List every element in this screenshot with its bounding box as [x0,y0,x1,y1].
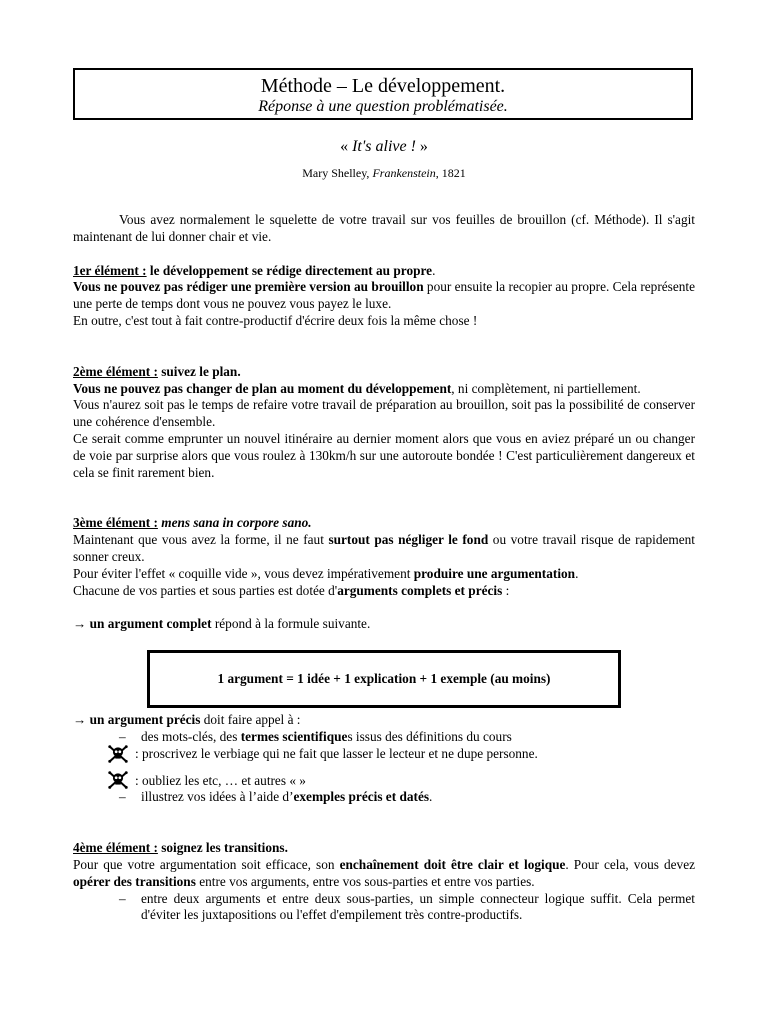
section-1-title-end: . [432,262,436,278]
section-1-label: 1er élément : [73,262,147,278]
section-2-heading [73,364,695,381]
section-2-p1-rest: , ni complètement, ni partiellement. [451,380,641,396]
s3-b3: : oubliez les etc, … et autres « » [135,772,306,788]
s3-p2-a: Pour éviter l'effet « coquille vide », vous devez impérativement [73,565,414,581]
section-4-label: 4ème élément : [73,840,158,856]
list-item [73,891,695,925]
s3-p2-b: produire une argumentation [413,565,576,581]
quote-author: Mary Shelley, [302,166,373,180]
section-1-title: le développement se rédige directement au propre [146,262,433,278]
section-1-paragraph-2: En outre, c'est tout à fait contre-productif d'écrire deux fois la même chose ! [73,312,478,328]
s3-arrow2-c: doit faire appel à : [200,712,301,728]
s3-b4-b: exemples précis et datés [293,789,430,805]
s3-p1-c: ou votre travail risque de rapidement sonner creux. [73,532,695,564]
s4-p1-c: . Pour cela, vous devez [565,856,695,872]
section-3-heading [73,515,695,532]
title-box [73,68,693,120]
quote-work: Frankenstein [372,166,436,180]
section-1-paragraph-1 [73,279,695,313]
skull-crossbones-icon [107,769,129,791]
s3-arrow1-b: un argument complet [89,616,212,632]
s3-p1-a: Maintenant que vous avez la forme, il ne faut [73,532,329,548]
dash-bullet: – [119,728,126,744]
section-3-title: mens sana in corpore sano. [157,515,312,531]
argument-complet-line [73,616,695,633]
page-title: Méthode – Le développement. [260,75,506,97]
section-2-label: 2ème élément : [73,363,158,379]
s3-b4-c: . [429,789,433,805]
list-item [73,746,695,763]
s3-b2: : proscrivez le verbiage qui ne fait que lasser le lecteur et ne dupe personne. [135,745,538,761]
argument-precis-line [73,712,695,729]
s3-b1-b: termes scientifique [240,728,348,744]
s4-p1-e: entre vos arguments, entre vos sous-parties et entre vos parties. [195,873,535,889]
arrow-icon: → [73,616,90,632]
section-2-paragraph-2: Vous n'aurez soit pas le temps de refaire votre travail de préparation au brouillon, soit pas la possibilité de conserver une cohérence d'ensemble. [73,397,695,430]
s3-arrow1-c: répond à la formule suivante. [211,616,371,632]
epigraph-attribution [0,166,768,181]
section-1-heading [73,263,695,280]
section-2-p1-bold: Vous ne pouvez pas changer de plan au moment du développement [73,380,452,396]
quote-year: , 1821 [435,166,466,180]
s4-p1-a: Pour que votre argumentation soit efficace, son [73,856,340,872]
section-4-paragraph-1 [73,857,695,891]
s3-p3-b: arguments complets et précis [337,582,503,598]
section-1-p1-bold: Vous ne pouvez pas rédiger une première version au brouillon [73,279,424,295]
section-1-p1-rest: pour ensuite la recopier au propre. Cela représente une perte de temps dont vous ne pouvez vous payez le luxe. [73,279,695,312]
s3-b1-c: s issus des définitions du cours [347,728,512,744]
s3-p3-c: : [502,582,510,598]
dash-bullet: – [119,789,126,805]
list-item [73,763,695,790]
section-2-paragraph-3: Ce serait comme emprunter un nouvel itinéraire au dernier moment alors que vous en aviez préparé un ou changer de voie par surprise alors que vous roulez à 130km/h sur une autoroute bondée ! C'est particulièrement dangereux et cela se finit rarement bien. [73,430,695,480]
epigraph-quote [0,138,768,156]
section-3-paragraph-1 [73,532,695,566]
quote-text: It's alive ! [352,138,416,155]
quote-open: « [340,138,353,155]
section-3-label: 3ème élément : [73,515,158,531]
list-item [73,729,695,746]
s3-p1-b: surtout pas négliger le fond [328,532,489,548]
s4-b1: entre deux arguments et entre deux sous-parties, un simple connecteur logique suffit. Cela permet d'éviter les juxtapositions ou l'effet d'empilement très contre-productifs. [141,890,695,923]
s3-p2-c: . [575,565,579,581]
section-3-paragraph-2 [73,566,695,583]
formula-box: 1 argument = 1 idée + 1 explication + 1 exemple (au moins) [147,650,621,708]
dash-bullet: – [119,890,126,906]
arrow-icon: → [73,712,90,728]
s3-b4-a: illustrez vos idées à l’aide d’ [141,789,294,805]
document-body [73,212,695,924]
skull-crossbones-icon [107,743,129,765]
section-4-heading [73,840,695,857]
quote-close: » [415,138,428,155]
s3-b1-a: des mots-clés, des [141,728,241,744]
s4-p1-d: opérer des transitions [73,873,196,889]
section-4-title: soignez les transitions. [157,840,288,856]
section-2-title: suivez le plan. [157,363,241,379]
s4-p1-b: enchaînement doit être clair et logique [339,856,566,872]
list-item [73,789,695,806]
intro-paragraph: Vous avez normalement le squelette de votre travail sur vos feuilles de brouillon (cf. Méthode). Il s'agit maintenant de lui donner chair et vie. [73,212,695,244]
section-2-paragraph-1 [73,381,695,398]
section-3-paragraph-3 [73,583,695,600]
s3-p3-a: Chacune de vos parties et sous parties est dotée d' [73,582,338,598]
page-subtitle: Réponse à une question problématisée. [258,98,508,115]
s3-arrow2-b: un argument précis [89,712,201,728]
